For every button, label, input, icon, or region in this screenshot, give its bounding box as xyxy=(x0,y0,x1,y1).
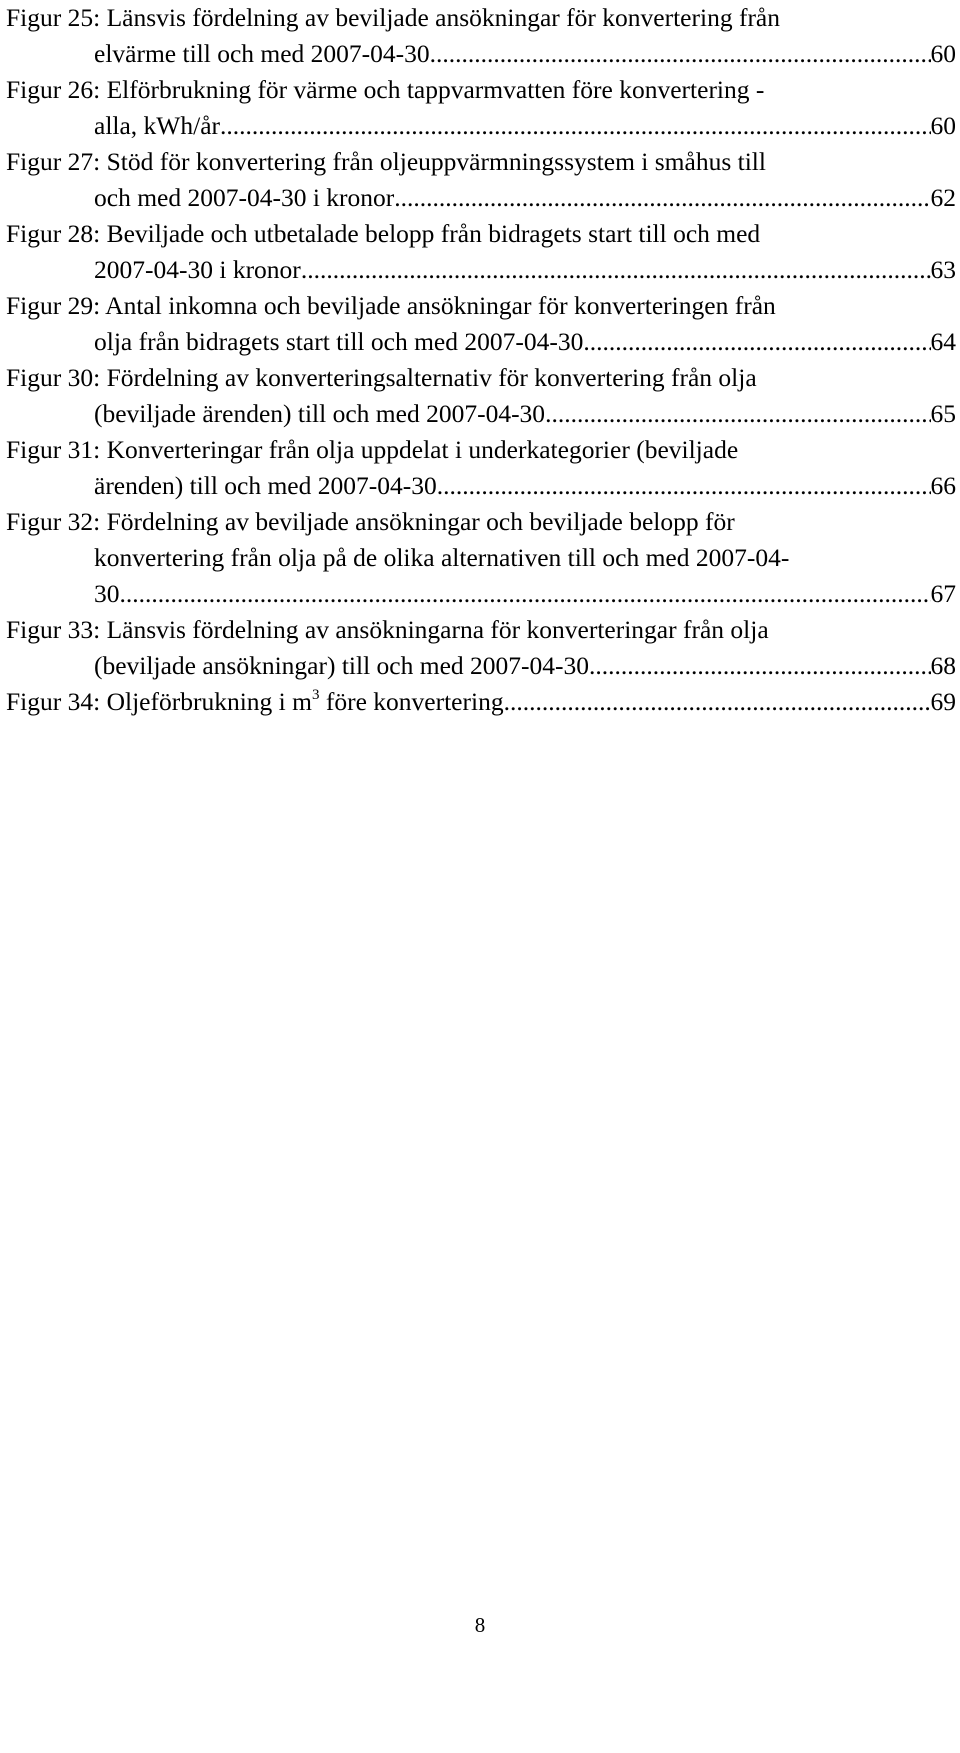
superscript: 3 xyxy=(311,686,320,703)
toc-entry-page: 60 xyxy=(930,111,956,140)
dot-leader xyxy=(120,576,931,612)
toc-entry-figur-32[interactable] xyxy=(6,504,956,612)
toc-entry-title: Figur 31: Konverteringar från olja uppdelat i underkategorier (beviljade xyxy=(6,435,739,464)
dot-leader xyxy=(437,468,931,504)
toc-entry-title xyxy=(6,684,504,720)
table-of-figures xyxy=(6,0,956,720)
page-number: 8 xyxy=(474,1613,486,1637)
toc-entry-title-cont: (beviljade ärenden) till och med 2007-04-30 xyxy=(94,399,546,428)
toc-entry-title-text-after: före konvertering xyxy=(319,687,504,716)
toc-entry-figur-34[interactable] xyxy=(6,684,956,720)
toc-entry-title-cont: alla, kWh/år xyxy=(94,111,221,140)
toc-entry-page: 63 xyxy=(930,255,956,284)
toc-entry-title: Figur 33: Länsvis fördelning av ansökningarna för konverteringar från olja xyxy=(6,615,769,644)
dot-leader xyxy=(583,324,930,360)
dot-leader xyxy=(394,180,930,216)
dot-leader xyxy=(589,648,931,684)
toc-entry-title-cont: 2007-04-30 i kronor xyxy=(94,255,301,284)
toc-entry-title-cont: (beviljade ansökningar) till och med 2007-04-30 xyxy=(94,651,589,680)
toc-entry-figur-25[interactable] xyxy=(6,0,956,72)
toc-entry-title: Figur 25: Länsvis fördelning av beviljade ansökningar för konvertering från xyxy=(6,3,781,32)
toc-entry-figur-26[interactable] xyxy=(6,72,956,144)
toc-entry-title: Figur 28: Beviljade och utbetalade belopp från bidragets start till och med xyxy=(6,219,761,248)
toc-entry-page: 62 xyxy=(930,183,956,212)
toc-entry-figur-27[interactable] xyxy=(6,144,956,216)
dot-leader xyxy=(220,108,930,144)
dot-leader xyxy=(301,252,931,288)
toc-entry-title-cont: konvertering från olja på de olika alternativen till och med 2007-04- xyxy=(94,543,790,572)
toc-entry-page: 69 xyxy=(930,687,956,716)
toc-entry-page: 65 xyxy=(930,399,956,428)
toc-entry-title: Figur 27: Stöd för konvertering från oljeuppvärmningssystem i småhus till xyxy=(6,147,766,176)
toc-entry-figur-30[interactable] xyxy=(6,360,956,432)
toc-entry-figur-29[interactable] xyxy=(6,288,956,360)
toc-entry-title-cont: elvärme till och med 2007-04-30 xyxy=(94,39,430,68)
toc-entry-title-text: Figur 34: Oljeförbrukning i m xyxy=(6,687,312,716)
toc-entry-page: 67 xyxy=(930,579,956,608)
toc-entry-figur-31[interactable] xyxy=(6,432,956,504)
toc-entry-title: Figur 30: Fördelning av konverteringsalternativ för konvertering från olja xyxy=(6,363,757,392)
dot-leader xyxy=(504,684,931,720)
toc-entry-title-cont: olja från bidragets start till och med 2007-04-30 xyxy=(94,327,584,356)
dot-leader xyxy=(430,36,931,72)
toc-entry-page: 66 xyxy=(930,471,956,500)
toc-entry-figur-33[interactable] xyxy=(6,612,956,684)
toc-entry-title-cont: 30 xyxy=(94,579,120,608)
dot-leader xyxy=(545,396,930,432)
toc-entry-title-cont: ärenden) till och med 2007-04-30 xyxy=(94,471,437,500)
toc-entry-title-cont: och med 2007-04-30 i kronor xyxy=(94,183,395,212)
toc-entry-figur-28[interactable] xyxy=(6,216,956,288)
toc-entry-title: Figur 32: Fördelning av beviljade ansökningar och beviljade belopp för xyxy=(6,507,735,536)
toc-entry-page: 68 xyxy=(930,651,956,680)
toc-entry-page: 64 xyxy=(930,327,956,356)
toc-entry-title: Figur 26: Elförbrukning för värme och tappvarmvatten före konvertering - xyxy=(6,75,765,104)
toc-entry-title: Figur 29: Antal inkomna och beviljade ansökningar för konverteringen från xyxy=(6,291,776,320)
toc-entry-page: 60 xyxy=(930,39,956,68)
